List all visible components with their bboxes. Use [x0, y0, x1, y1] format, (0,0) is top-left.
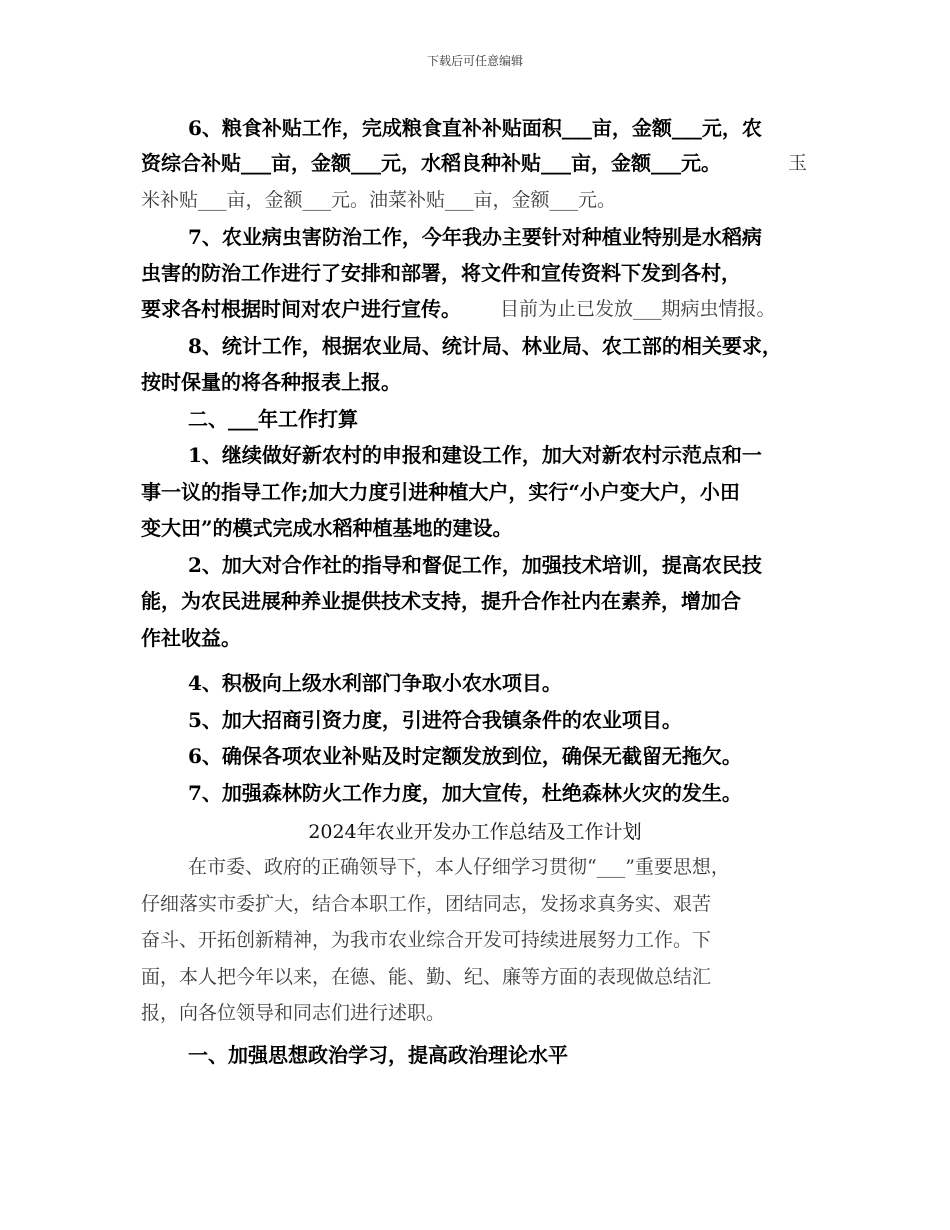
paragraph-line: 6、粮食补贴工作，完成粮食直补补贴面积___亩，金额___元，农 [188, 116, 762, 140]
section-heading: 一、加强思想政治学习，提高政治理论水平 [188, 1043, 568, 1067]
paragraph-line: 目前为止已发放___期病虫情报。 [500, 298, 776, 320]
paragraph-line: 报，向各位领导和同志们进行述职。 [141, 1002, 446, 1024]
paragraph-line: 米补贴___亩，金额___元。油菜补贴___亩，金额___元。 [141, 189, 617, 211]
paragraph-line: 7、加强森林防火工作力度，加大宣传，杜绝森林火灾的发生。 [188, 781, 742, 805]
paragraph-line: 要求各村根据时间对农户进行宣传。 [141, 297, 461, 321]
document-title: 2024年农业开发办工作总结及工作计划 [308, 821, 642, 843]
paragraph-line: 玉 [788, 152, 808, 174]
paragraph-line: 事一议的指导工作;加大力度引进种植大户，实行“小户变大户，小田 [141, 480, 740, 504]
paragraph-line: 4、积极向上级水利部门争取小农水项目。 [188, 671, 562, 695]
paragraph-line: 资综合补贴___亩，金额___元，水稻良种补贴___亩，金额___元。 [141, 151, 721, 175]
paragraph-line: 作社收益。 [141, 626, 241, 650]
paragraph-line: 2、加大对合作社的指导和督促工作，加强技术培训，提高农民技 [188, 553, 762, 577]
paragraph-line: 面，本人把今年以来，在德、能、勤、纪、廉等方面的表现做总结汇 [141, 966, 712, 988]
paragraph-line: 仔细落实市委扩大，结合本职工作，团结同志，发扬求真务实、艰苦 [141, 893, 712, 915]
paragraph-line: 6、确保各项农业补贴及时定额发放到位，确保无截留无拖欠。 [188, 744, 742, 768]
paragraph-line: 在市委、政府的正确领导下，本人仔细学习贯彻“___”重要思想， [188, 856, 730, 878]
paragraph-line: 8、统计工作，根据农业局、统计局、林业局、农工部的相关要求， [188, 334, 782, 358]
paragraph-line: 能，为农民进展种养业提供技术支持，提升合作社内在素养，增加合 [141, 589, 741, 613]
paragraph-line: 按时保量的将各种报表上报。 [141, 370, 401, 394]
paragraph-line: 5、加大招商引资力度，引进符合我镇条件的农业项目。 [188, 708, 682, 732]
paragraph-line: 变大田”的模式完成水稻种植基地的建设。 [141, 516, 513, 540]
paragraph-line: 虫害的防治工作进行了安排和部署，将文件和宣传资料下发到各村， [141, 261, 741, 285]
paragraph-line: 7、农业病虫害防治工作，今年我办主要针对种植业特别是水稻病 [188, 225, 762, 249]
paragraph-line: 1、继续做好新农村的申报和建设工作，加大对新农村示范点和一 [188, 443, 762, 467]
section-heading: 二、___年工作打算 [188, 407, 358, 431]
page-header-note: 下载后可任意编辑 [426, 54, 523, 68]
paragraph-line: 奋斗、开拓创新精神，为我市农业综合开发可持续进展努力工作。下 [141, 929, 712, 951]
